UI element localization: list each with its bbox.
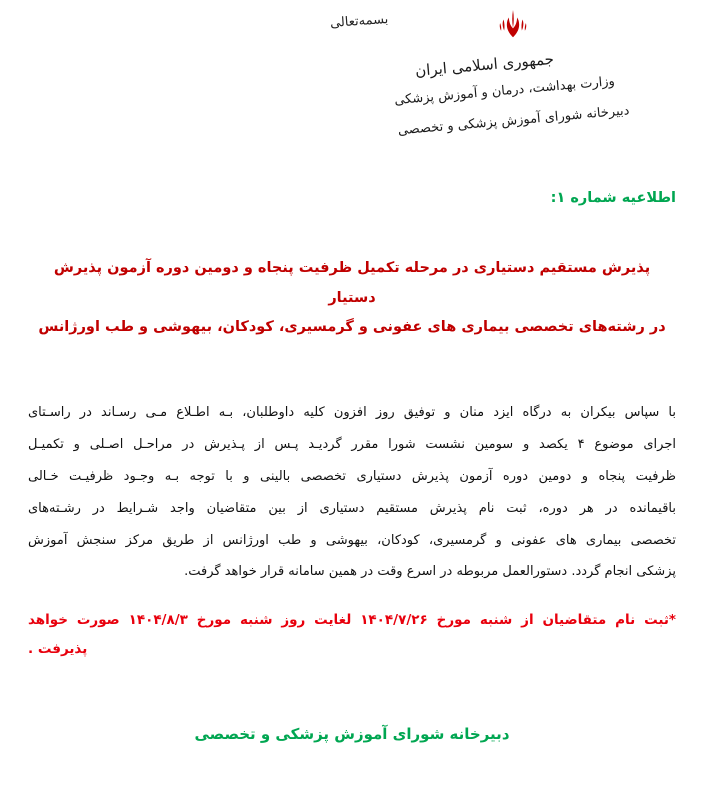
paragraph-line-5: تخصصی بیماری های عفونی و گرمسیری، کودکان، بیهوشی و طب اورژانس از طریق مرکز سنجش آموزش (28, 532, 676, 548)
announcement-title (28, 254, 676, 343)
letterhead (348, 8, 678, 139)
letterhead-line-2: وزارت بهداشت، درمان و آموزش پزشکی (393, 73, 616, 109)
registration-dates-line-2: پذیرفت . (28, 640, 88, 657)
paragraph-line-3: ظرفیت پنجاه و دومین دوره آزمون پذیرش دستیاری تخصصی بالینی و با توجه بـه وجـود ظرفیـت خـالی (28, 468, 676, 484)
letterhead-line-3: دبیرخانه شورای آموزش پزشکی و تخصصی (397, 103, 630, 139)
letterhead-line-1: جمهوری اسلامی ایران (414, 49, 555, 80)
paragraph-line-2: اجرای موضوع ۴ یکصد و سومین نشست شورا مقرر گردیـد پـس از پـذیرش در مراحـل اصـلی و تکمیـل (28, 437, 676, 452)
registration-dates-note (28, 606, 676, 663)
iran-emblem-icon (496, 8, 530, 42)
document-header (0, 0, 706, 168)
paragraph-line-1: با سپاس بیکران به درگاه ایزد منان و توفیق روز افزون کلیه داوطلبان، بـه اطـلاع مـی رسـاند در راسـتای (28, 405, 676, 421)
besmeh-taala-text: بسمه‌تعالی (329, 11, 389, 32)
paragraph-line-4: باقیمانده در هر دوره، ثبت نام پذیرش مستقیم دستیاری از بین متقاضیان واجد شـرایط در رشـته‌های (28, 500, 676, 516)
document-body (0, 190, 706, 743)
registration-dates-line-1: *ثبت نام متقاضیان از شنبه مورخ ۱۴۰۴/۷/۲۶ لغایت روز شنبه مورخ ۱۴۰۴/۸/۳ صورت خواهد (28, 612, 676, 629)
announcement-paragraph (28, 397, 676, 588)
paragraph-line-6: پزشکی انجام گردد. دستورالعمل مربوطه در اسرع وقت در همین سامانه قرار خواهد گرفت. (184, 564, 676, 580)
announcement-title-line-2: در رشته‌های تخصصی بیماری های عفونی و گرمسیری، کودکان، بیهوشی و طب اورژانس (38, 319, 666, 336)
signature-line: دبیرخانه شورای آموزش پزشکی و تخصصی (194, 724, 510, 743)
announcement-title-line-1: پذیرش مستقیم دستیاری در مرحله تکمیل ظرفیت پنجاه و دومین دوره آزمون پذیرش دستیار (53, 260, 651, 306)
notice-number: اطلاعیه شماره ۱: (550, 190, 676, 206)
